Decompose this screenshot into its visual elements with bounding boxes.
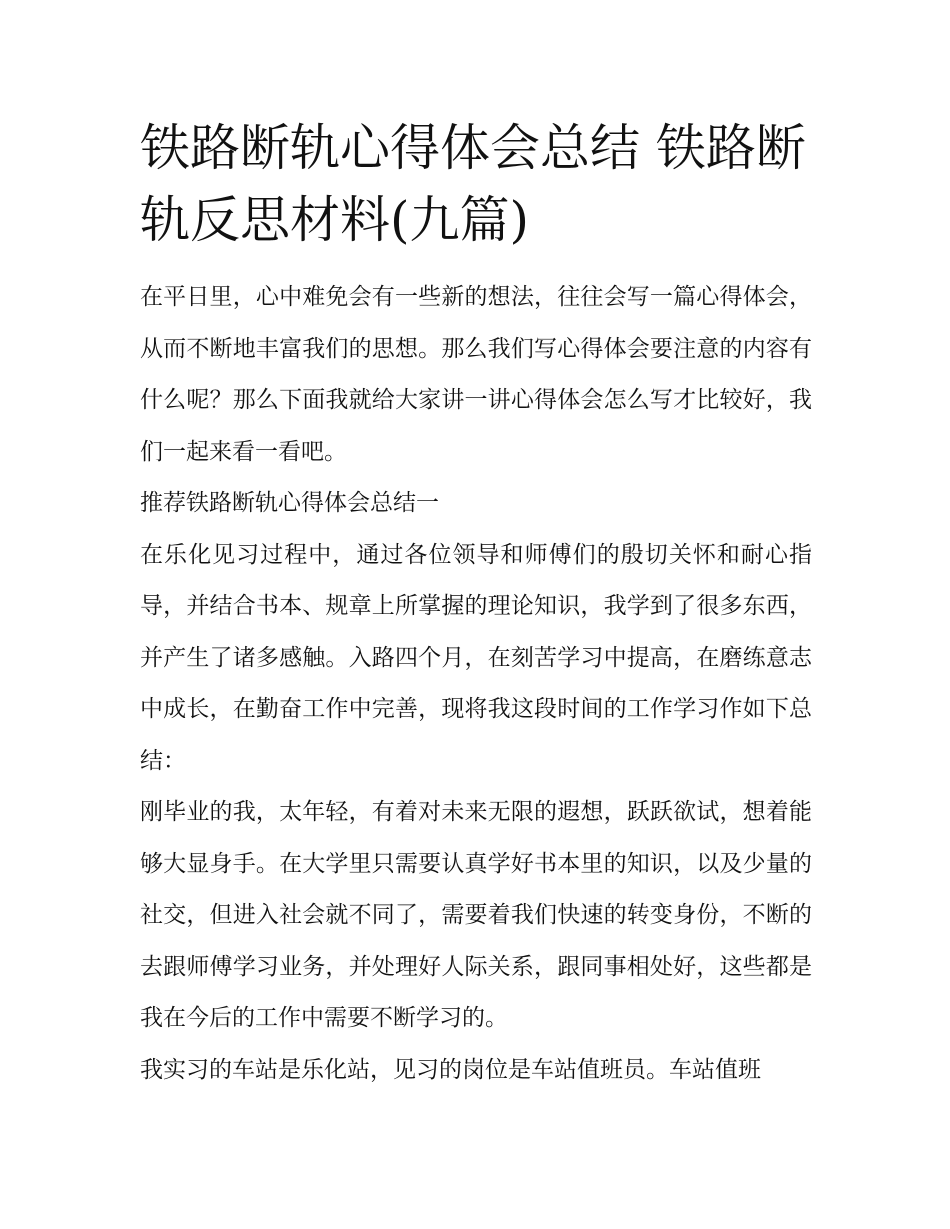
body-paragraph-2: 刚毕业的我，太年轻，有着对未来无限的遐想，跃跃欲试，想着能够大显身手。在大学里只需要认真学好书本里的知识，以及少量的社交，但进入社会就不同了，需要着我们快速的转变身份，不断的去跟师傅学习业务，并处理好人际关系，跟同事相处好，这些都是我在今后的工作中需要不断学习的。 xyxy=(140,799,812,1031)
body-paragraph-1: 在乐化见习过程中，通过各位领导和师傅们的殷切关怀和耐心指导，并结合书本、规章上所掌握的理论知识，我学到了很多东西，并产生了诸多感触。入路四个月，在刻苦学习中提高，在磨练意志中成长，在勤奋工作中完善，现将我这段时间的工作学习作如下总结： xyxy=(140,541,812,774)
document-title: 铁路断轨心得体会总结 铁路断轨反思材料(九篇) xyxy=(140,119,806,249)
body-paragraph-3: 我实习的车站是乐化站，见习的岗位是车站值班员。车站值班 xyxy=(140,1056,761,1083)
intro-paragraph: 在平日里，心中难免会有一些新的想法，往往会写一篇心得体会，从而不断地丰富我们的思想。那么我们写心得体会要注意的内容有什么呢？那么下面我就给大家讲一讲心得体会怎么写才比较好，我们一起来看一看吧。 xyxy=(140,284,812,465)
section-heading: 推荐铁路断轨心得体会总结一 xyxy=(140,490,439,516)
document-body xyxy=(140,112,812,1096)
